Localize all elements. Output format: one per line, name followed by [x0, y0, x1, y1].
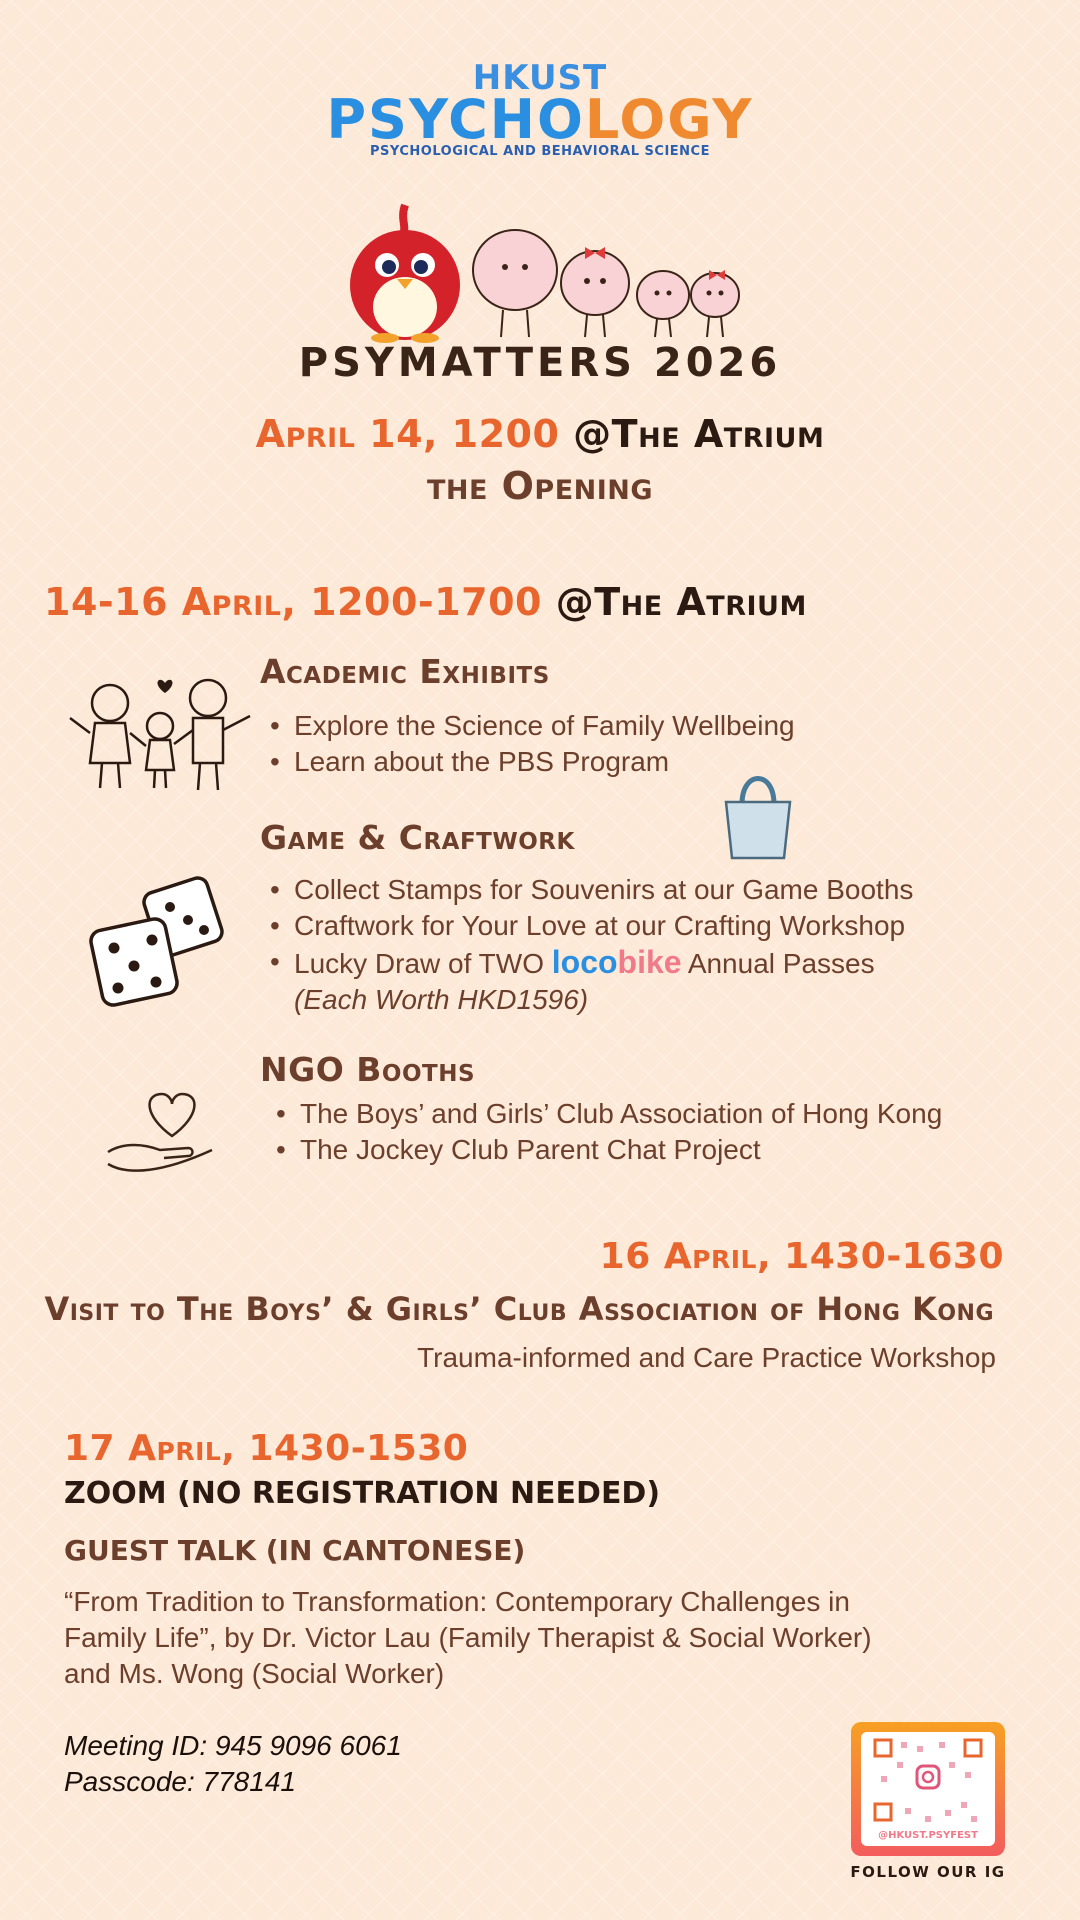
talk-label: GUEST TALK (IN CANTONESE) [64, 1534, 526, 1567]
opening-line [0, 412, 1080, 456]
instagram-qr-code[interactable] [851, 1722, 1005, 1856]
bird-mascot-icon [350, 205, 460, 343]
list-item: • Collect Stamps for Souvenirs at our Game Booths [270, 872, 913, 908]
mascot-illustration [345, 195, 745, 345]
main-event-location: @The Atrium [555, 580, 807, 624]
talk-description-line: and Ms. Wong (Social Worker) [64, 1658, 445, 1689]
talk-description [64, 1584, 872, 1692]
event-title: PSYMATTERS 2026 [298, 340, 782, 386]
tote-bag-icon [718, 766, 798, 866]
visit-subtitle: Trauma-informed and Care Practice Workshop [417, 1342, 996, 1373]
brain-characters-icon [473, 230, 739, 337]
section-title-ngo: NGO Booths [260, 1050, 476, 1089]
main-event-date: 14-16 April, 1200-1700 [44, 580, 542, 624]
meeting-passcode: Passcode: 778141 [64, 1766, 296, 1797]
talk-description-line: “From Tradition to Transformation: Contemporary Challenges in [64, 1586, 850, 1617]
lucky-draw-suffix: Annual Passes [687, 948, 875, 979]
section-title-game: Game & Craftwork [260, 818, 575, 857]
list-item: • The Jockey Club Parent Chat Project [276, 1132, 942, 1168]
visit-title: Visit to The Boys’ & Girls’ Club Association of Hong Kong [44, 1290, 994, 1328]
talk-description-line: Family Life”, by Dr. Victor Lau (Family Therapist & Social Worker) [64, 1622, 872, 1653]
locobike-logo-loco: loco [551, 944, 618, 980]
opening-date: April 14, 1200 [255, 412, 560, 456]
family-icon [60, 668, 260, 798]
qr-code-panel [861, 1732, 995, 1846]
talk-date: 17 April, 1430-1530 [64, 1428, 469, 1469]
meeting-id: Meeting ID: 945 9096 6061 [64, 1730, 402, 1761]
logo-psychology-part-a: PSYCHO [326, 88, 585, 151]
visit-date: 16 April, 1430-1630 [599, 1236, 1004, 1277]
follow-ig-label: FOLLOW OUR IG [850, 1863, 1006, 1881]
lucky-draw-item [270, 944, 913, 982]
opening-label: the Opening [426, 464, 654, 508]
locobike-logo-bike: bike [617, 944, 682, 980]
talk-zoom: ZOOM (NO REGISTRATION NEEDED) [64, 1476, 661, 1511]
lucky-draw-note: (Each Worth HKD1596) [294, 984, 589, 1015]
list-item: • Explore the Science of Family Wellbeing [270, 708, 795, 744]
lucky-draw-prefix: Lucky Draw of TWO [294, 948, 544, 979]
section-title-academic: Academic Exhibits [260, 652, 550, 691]
logo-psychology-part-b: LOGY [584, 88, 754, 151]
heart-hand-icon [104, 1086, 220, 1176]
academic-list [270, 708, 795, 780]
qr-pattern-icon [861, 1732, 995, 1846]
ngo-list [276, 1096, 942, 1168]
logo-psychology [0, 88, 1080, 151]
list-item: • The Boys’ and Girls’ Club Association of Hong Kong [276, 1096, 942, 1132]
logo-hkust: HKUST [472, 58, 608, 98]
logo-subtitle: PSYCHOLOGICAL AND BEHAVIORAL SCIENCE [370, 144, 710, 159]
opening-location: @The Atrium [573, 412, 825, 456]
instagram-icon [917, 1766, 939, 1788]
list-item: • Learn about the PBS Program [270, 744, 795, 780]
list-item: • Craftwork for Your Love at our Crafting Workshop [270, 908, 913, 944]
instagram-handle: @HKUST.PSYFEST [878, 1830, 978, 1841]
dice-icon [88, 872, 238, 1012]
main-event-line [44, 580, 807, 624]
locobike-logo [552, 944, 682, 980]
game-list [270, 872, 913, 1018]
